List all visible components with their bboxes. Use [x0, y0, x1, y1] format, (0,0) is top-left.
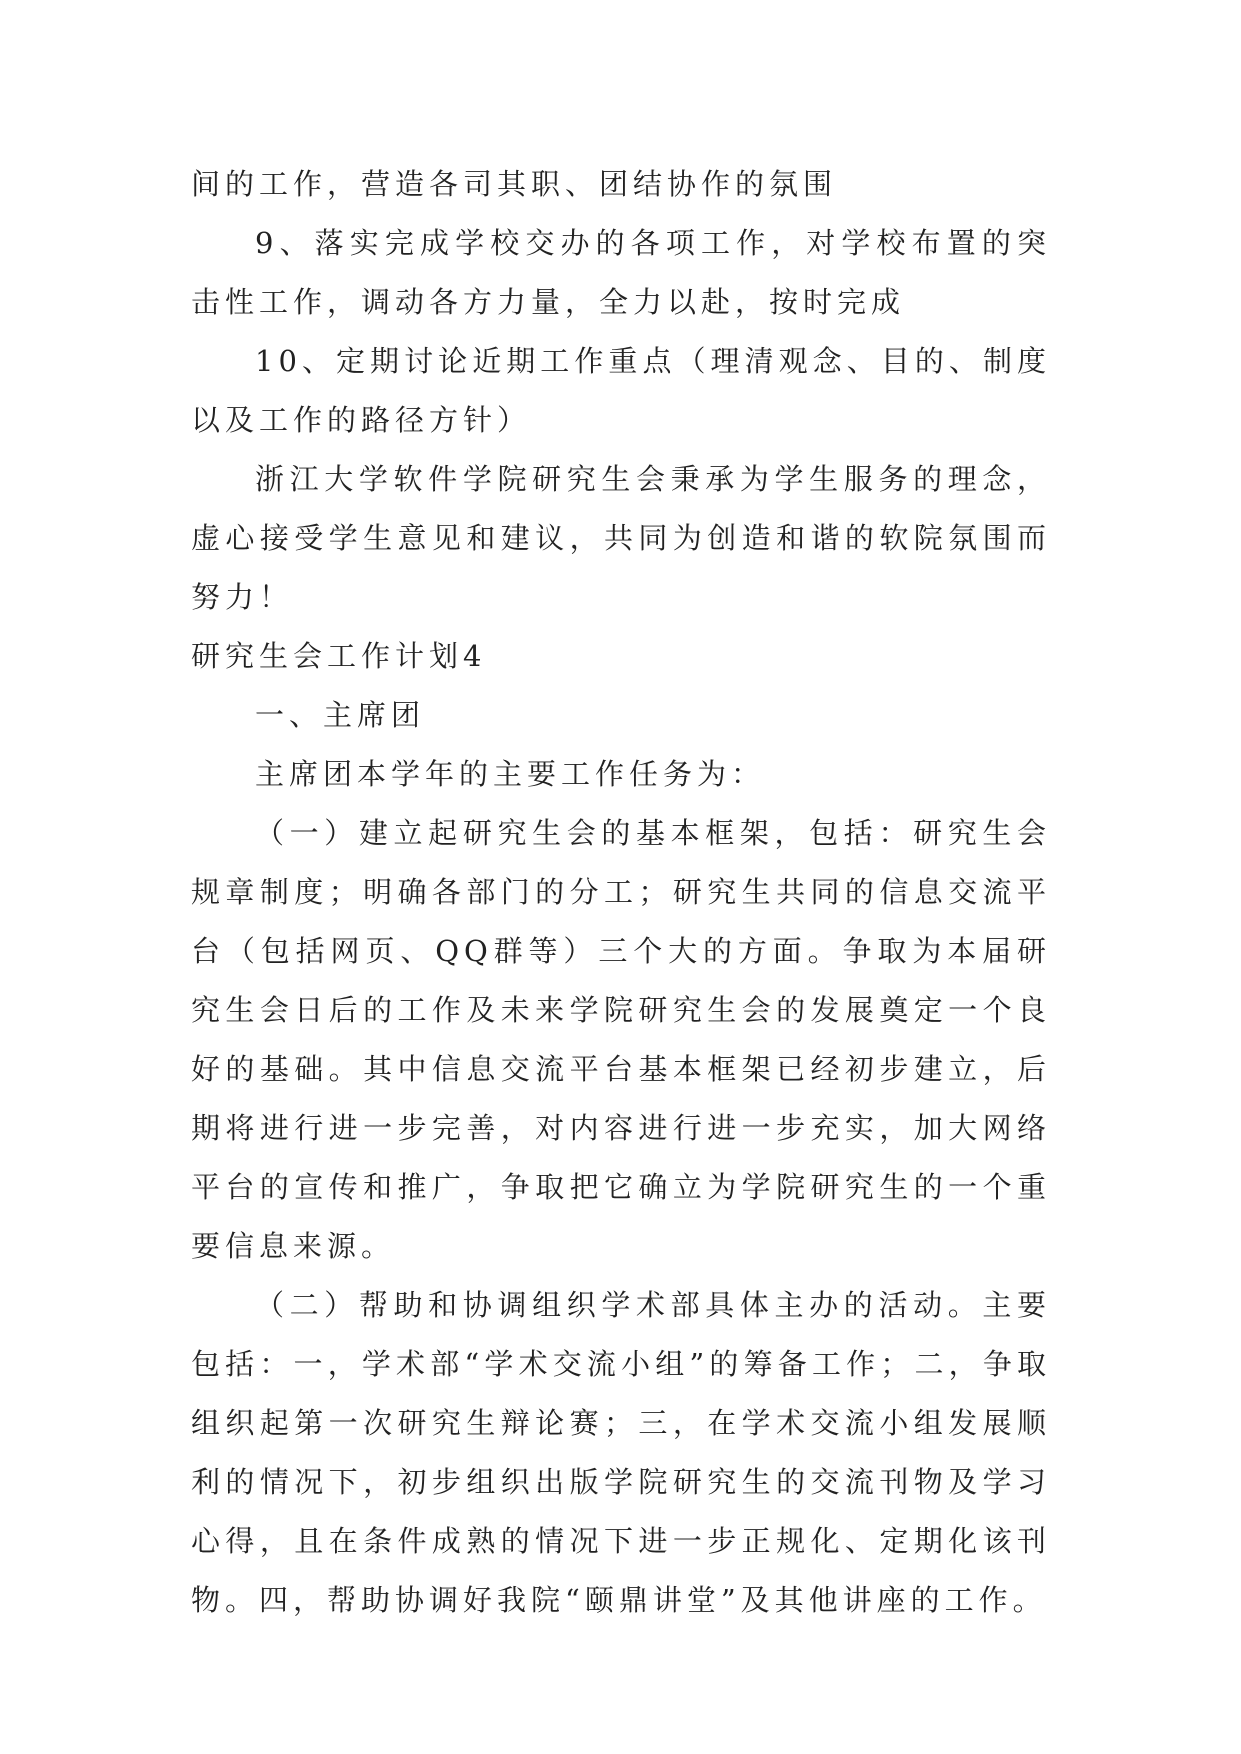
- subsection-heading: 一、主席团: [255, 698, 426, 732]
- paragraph-task-2: （二）帮助和协调组织学术部具体主办的活动。主要包括：一，学术部“学术交流小组”的筹备工作；二，争取组织起第一次研究生辩论赛；三，在学术交流小组发展顺利的情况下，初步组织出版学院研究生的交流刊物及学习心得，且在条件成熟的情况下进一步正规化、定期化该刊物。四，帮助协调好我院“颐鼎讲堂”及其他讲座的工作。: [191, 1288, 1051, 1617]
- document-body: [191, 155, 1051, 1630]
- paragraph-closing: 浙江大学软件学院研究生会秉承为学生服务的理念，虚心接受学生意见和建议，共同为创造和谐的软院氛围而努力！: [191, 462, 1051, 614]
- paragraph-item-10: 10、定期讨论近期工作重点（理清观念、目的、制度以及工作的路径方针）: [191, 344, 1051, 437]
- paragraph-continuation: 间的工作，营造各司其职、团结协作的氛围: [191, 167, 838, 201]
- paragraph-task-1: （一）建立起研究生会的基本框架，包括：研究生会规章制度；明确各部门的分工；研究生共同的信息交流平台（包括网页、QQ群等）三个大的方面。争取为本届研究生会日后的工作及未来学院研究生会的发展奠定一个良好的基础。其中信息交流平台基本框架已经初步建立，后期将进行进一步完善，对内容进行进一步充实，加大网络平台的宣传和推广，争取把它确立为学院研究生的一个重要信息来源。: [191, 816, 1051, 1263]
- section-title: 研究生会工作计划4: [191, 639, 487, 673]
- paragraph-item-9: 9、落实完成学校交办的各项工作，对学校布置的突击性工作，调动各方力量，全力以赴，按时完成: [191, 226, 1051, 319]
- paragraph-intro: 主席团本学年的主要工作任务为：: [255, 757, 766, 791]
